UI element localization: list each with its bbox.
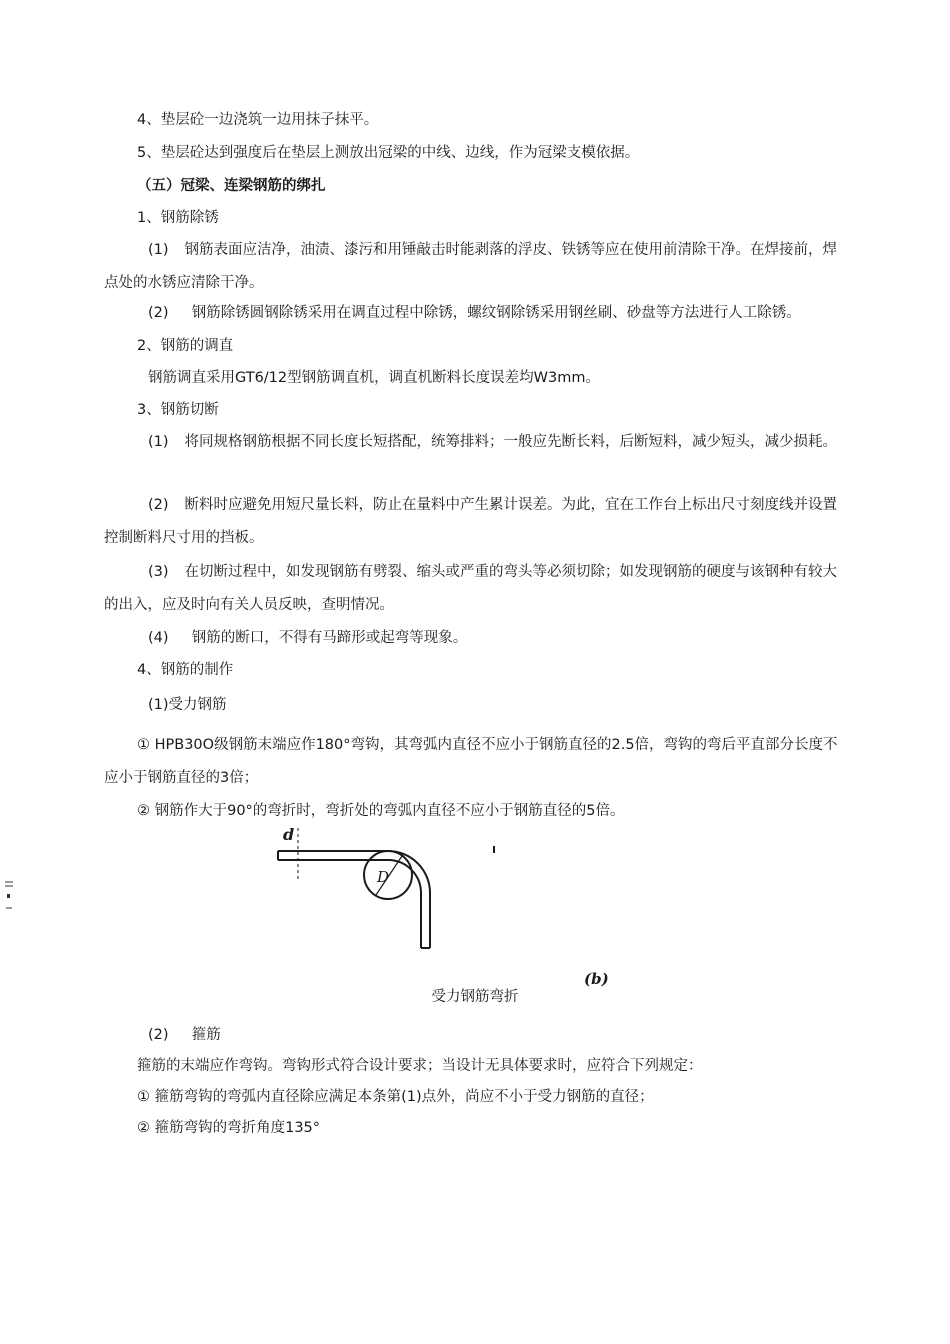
- list-item-4: 4、垫层砼一边浇筑一边用抹子抹平。: [137, 112, 379, 128]
- list-item-5: 5、垫层砼达到强度后在垫层上测放出冠梁的中线、边线，作为冠梁支模依据。: [137, 145, 640, 161]
- paragraph-cutting-3: [104, 556, 844, 622]
- item-number: (3): [148, 564, 169, 580]
- clause-text: ① HPB30O级钢筋末端应作180°弯钩，其弯弧内直径不应小于钢筋直径的2.5倍，弯钩的弯后平直部分长度不应小于钢筋直径的3倍；: [104, 737, 838, 786]
- paragraph-rust-1: [104, 234, 844, 300]
- clause-1: [104, 729, 844, 795]
- item-text: 将同规格钢筋根据不同长度长短搭配，统筹排料；一般应先断长料，后断短料，减少短头，减少损耗。: [184, 434, 838, 450]
- sub-heading-main-rebar: (1)受力钢筋: [148, 697, 227, 713]
- item-text: 断料时应避免用短尺量长料，防止在量料中产生累计误差。为此，宜在工作台上标出尺寸刻度线并设置控制断料尺寸用的挡板。: [104, 497, 838, 546]
- clause-2: ② 钢筋作大于90°的弯折时，弯折处的弯弧内直径不应小于钢筋直径的5倍。: [137, 803, 625, 819]
- stirrup-clause-2: ② 箍筋弯钩的弯折角度135°: [137, 1120, 321, 1136]
- stirrup-description: 箍筋的末端应作弯钩。弯钩形式符合设计要求；当设计无具体要求时，应符合下列规定：: [137, 1058, 703, 1074]
- figure-caption: 受力钢筋弯折: [431, 989, 519, 1005]
- item-number: (1): [148, 242, 169, 258]
- subsection-title-fabrication: 4、钢筋的制作: [137, 662, 234, 678]
- item-text: 在切断过程中，如发现钢筋有劈裂、缩头或严重的弯头等必须切除；如发现钢筋的硬度与该钢种有较大的出入，应及时向有关人员反映，查明情况。: [104, 564, 838, 613]
- paragraph-cutting-2: [104, 489, 844, 555]
- subsection-title-cutting: 3、钢筋切断: [137, 402, 219, 418]
- sub-heading-stirrup: [148, 1025, 221, 1045]
- label-D: D: [377, 868, 390, 886]
- section-heading: （五）冠梁、连梁钢筋的绑扎: [137, 178, 326, 194]
- item-number: (1): [148, 434, 169, 450]
- item-number: (2): [148, 1027, 169, 1043]
- subsection-title-straightening: 2、钢筋的调直: [137, 338, 234, 354]
- stirrup-clause-1: ① 箍筋弯钩的弯弧内直径除应满足本条第(1)点外，尚应不小于受力钢筋的直径；: [137, 1089, 654, 1105]
- subsection-title-rust-removal: 1、钢筋除锈: [137, 210, 219, 226]
- item-number: (4): [148, 630, 169, 646]
- label-d: d: [283, 825, 295, 844]
- item-number: (2): [148, 305, 169, 321]
- item-number: (2): [148, 497, 169, 513]
- item-text: 钢筋的断口，不得有马蹄形或起弯等现象。: [191, 630, 468, 646]
- paragraph-cutting-1: [104, 426, 844, 459]
- margin-mark-icon: [4, 880, 14, 912]
- item-text: 钢筋表面应洁净，油渍、漆污和用锤敲击时能剥落的浮皮、铁锈等应在使用前清除干净。在焊接前，焊点处的水锈应清除干净。: [104, 242, 838, 291]
- paragraph-straightening: 钢筋调直采用GT6/12型钢筋调直机，调直机断料长度误差均W3mm。: [148, 370, 600, 386]
- paragraph-rust-2: [148, 303, 801, 323]
- paragraph-cutting-4: [148, 628, 467, 648]
- item-text: 钢筋除锈圆钢除锈采用在调直过程中除锈，螺纹钢除锈采用钢丝刷、砂盘等方法进行人工除锈。: [191, 305, 801, 321]
- item-text: 箍筋: [191, 1027, 221, 1043]
- label-b: (b): [584, 970, 609, 988]
- rebar-bend-figure: [270, 820, 630, 1000]
- rebar-outline: [278, 851, 430, 948]
